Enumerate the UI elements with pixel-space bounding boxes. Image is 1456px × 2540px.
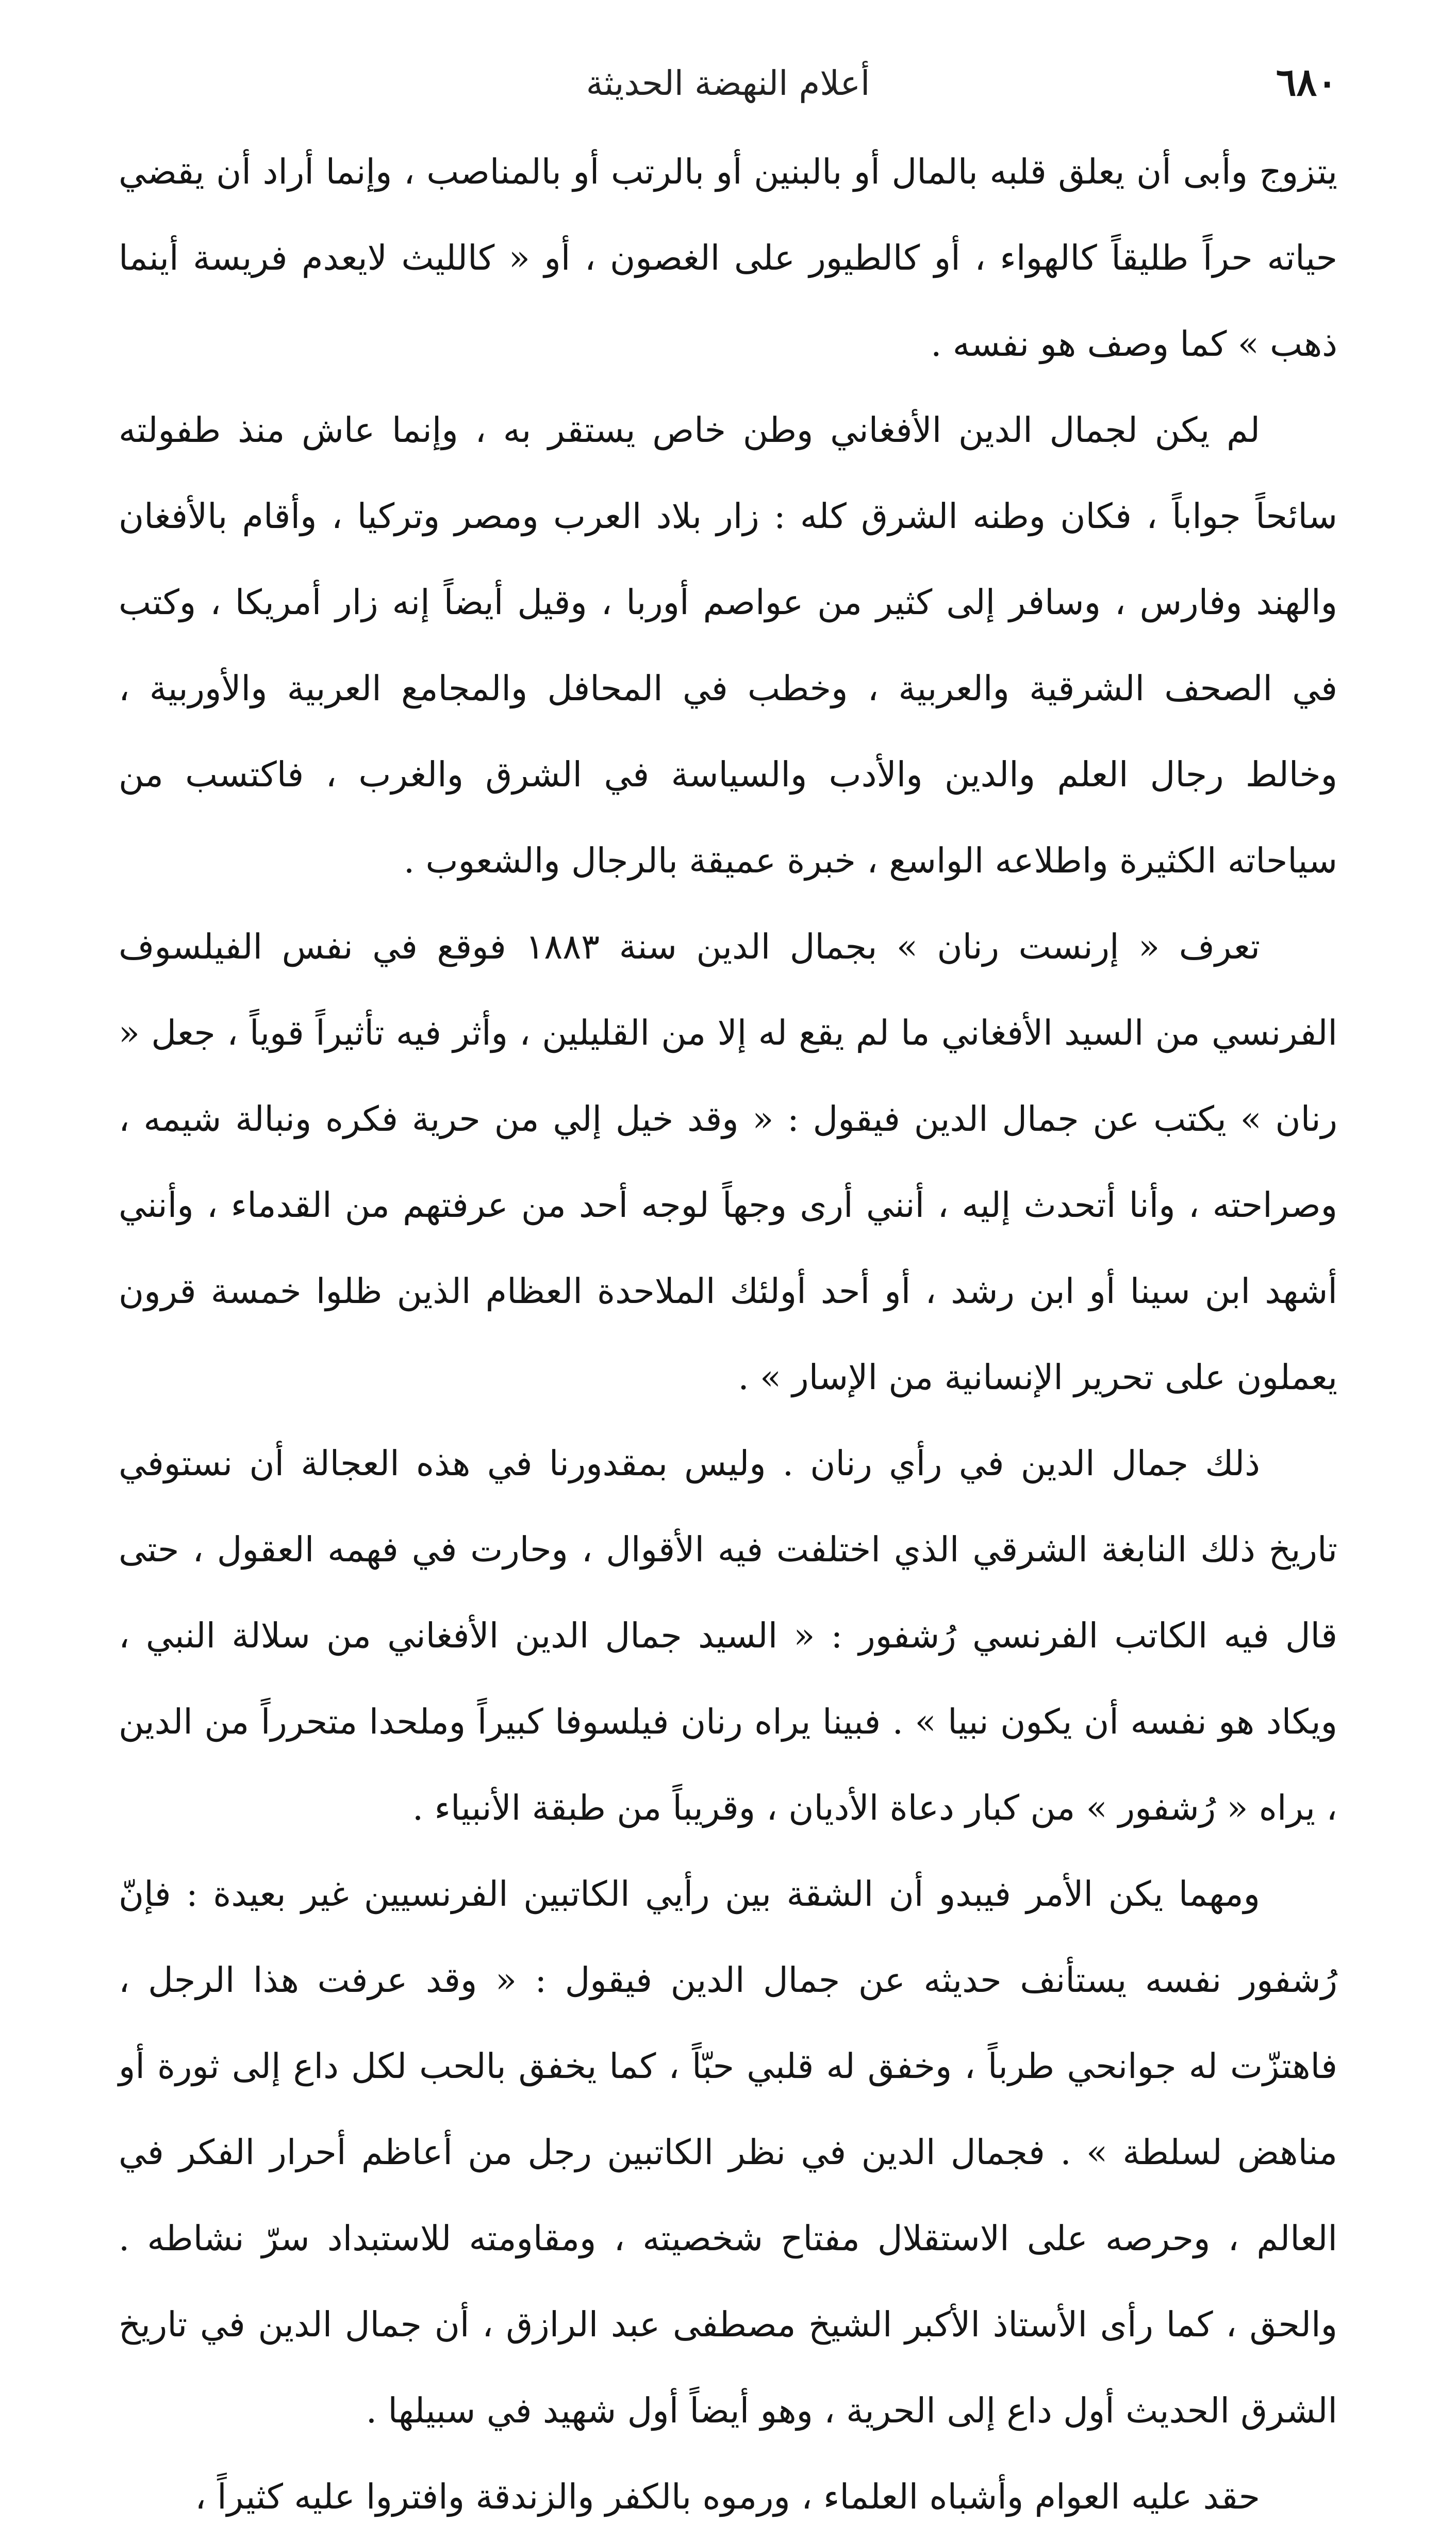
paragraph: لم يكن لجمال الدين الأفغاني وطن خاص يستقر به ، وإنما عاش منذ طفولته سائحاً جواباً ، فكان وطنه الشرق كله : زار بلاد العرب ومصر وتركيا ، وأقام بالأفغان والهند وفارس ، وسافر إلى كثير من عواصم أوربا ، وقيل أيضاً إنه زار أمريكا ، وكتب في الصحف الشرقية والعربية ، وخطب في المحافل والمجامع العربية والأوربية ، وخالط رجال العلم والدين والأدب والسياسة في الشرق والغرب ، فاكتسب من سياحاته الكثيرة واطلاعه الواسع ، خبرة عميقة بالرجال والشعوب . [119,410,1337,881]
body-text [119,129,1337,2540]
page-header [119,52,1337,119]
page-number: ٦٨٠ [1276,60,1337,105]
paragraph: تعرف « إرنست رنان » بجمال الدين سنة ١٨٨٣ فوقع في نفس الفيلسوف الفرنسي من السيد الأفغاني ما لم يقع له إلا من القليلين ، وأثر فيه تأثيراً قوياً ، جعل « رنان » يكتب عن جمال الدين فيقول : « وقد خيل إلي من حرية فكره ونبالة شيمه ، وصراحته ، وأنا أتحدث إليه ، أنني أرى وجهاً لوجه أحد من عرفتهم من القدماء ، وأنني أشهد ابن سينا أو ابن رشد ، أو أحد أولئك الملاحدة العظام الذين ظلوا خمسة قرون يعملون على تحرير الإنسانية من الإسار » . [119,927,1337,1397]
paragraph-continuation: يتزوج وأبى أن يعلق قلبه بالمال أو بالبنين أو بالرتب أو بالمناصب ، وإنما أراد أن يقضي حياته حراً طليقاً كالهواء ، أو كالطيور على الغصون ، أو « كالليث لايعدم فريسة أينما ذهب » كما وصف هو نفسه . [119,152,1337,364]
paragraph: ذلك جمال الدين في رأي رنان . وليس بمقدورنا في هذه العجالة أن نستوفي تاريخ ذلك النابغة الشرقي الذي اختلفت فيه الأقوال ، وحارت في فهمه العقول ، حتى قال فيه الكاتب الفرنسي رُشفور : « السيد جمال الدين الأفغاني من سلالة النبي ، ويكاد هو نفسه أن يكون نبيا » . فبينا يراه رنان فيلسوفا كبيراً وملحدا متحرراً من الدين ، يراه « رُشفور » من كبار دعاة الأديان ، وقريباً من طبقة الأنبياء . [119,1443,1337,1828]
paragraph: حقد عليه العوام وأشباه العلماء ، ورموه بالكفر والزندقة وافتروا عليه كثيراً ، [195,2477,1260,2517]
paragraph: ومهما يكن الأمر فيبدو أن الشقة بين رأيي الكاتبين الفرنسيين غير بعيدة : فإنّ رُشفور نفسه يستأنف حديثه عن جمال الدين فيقول : « وقد عرفت هذا الرجل ، فاهتزّت له جوانحي طرباً ، وخفق له قلبي حبّاً ، كما يخفق بالحب لكل داع إلى ثورة أو مناهض لسلطة » . فجمال الدين في نظر الكاتبين رجل من أعاظم أحرار الفكر في العالم ، وحرصه على الاستقلال مفتاح شخصيته ، ومقاومته للاستبداد سرّ نشاطه . والحق ، كما رأى الأستاذ الأكبر الشيخ مصطفى عبد الرازق ، أن جمال الدين في تاريخ الشرق الحديث أول داع إلى الحرية ، وهو أيضاً أول شهيد في سبيلها . [119,1874,1337,2431]
running-title: أعلام النهضة الحديثة [586,63,870,103]
